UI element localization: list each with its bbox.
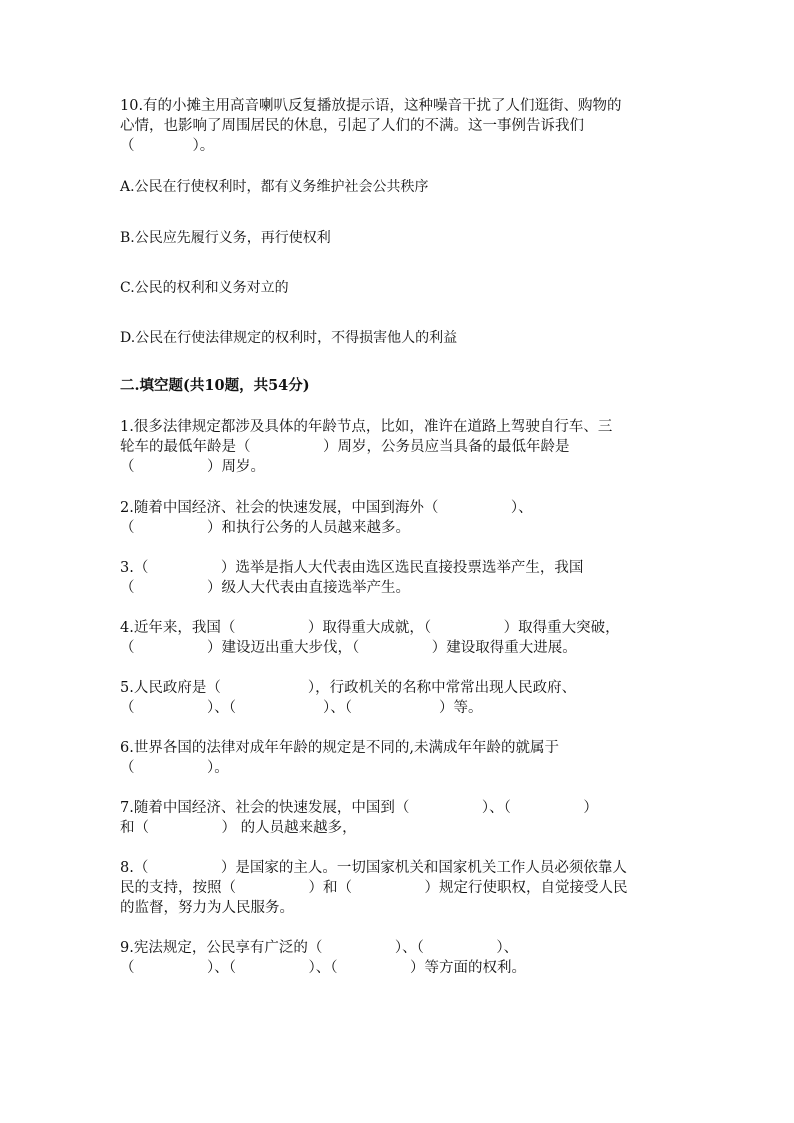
question-10 [120,96,680,156]
fill-question-7 [120,798,680,838]
fill-question-9 [120,938,680,978]
fill-question-8-line-1: 8.（ ）是国家的主人。一切国家机关和国家机关工作人员必须依靠人 [120,860,627,876]
fill-question-3 [120,558,680,598]
fill-question-6 [120,738,680,778]
fill-question-7-line-2: 和（ ） 的人员越来越多， [120,820,357,836]
question-10-line-3: （ ）。 [120,138,215,154]
fill-question-5 [120,678,680,718]
fill-question-8-line-3: 的监督，努力为人民服务。 [120,900,294,916]
fill-question-6-line-1: 6.世界各国的法律对成年年龄的规定是不同的,未满成年年龄的就属于 [120,740,559,756]
fill-question-4 [120,618,680,658]
fill-question-8 [120,858,680,918]
fill-question-5-line-2: （ ）、（ ）、（ ）等。 [120,700,483,716]
fill-question-4-line-1: 4.近年来，我国（ ）取得重大成就，（ ）取得重大突破， [120,620,620,636]
fill-question-1-line-1: 1.很多法律规定都涉及具体的年龄节点，比如，准许在道路上驾驶自行车、三 [120,419,613,435]
fill-question-5-line-1: 5.人民政府是（ ），行政机关的名称中常常出现人民政府、 [120,680,577,696]
option-a: A.公民在行使权利时，都有义务维护社会公共秩序 [120,179,429,195]
fill-question-2 [120,498,680,538]
fill-question-6-line-2: （ ）。 [120,760,229,776]
section-title: 二.填空题(共10题，共54分) [120,377,310,394]
fill-question-3-line-1: 3.（ ）选举是指人大代表由选区选民直接投票选举产生，我国 [120,560,584,576]
question-10-line-1: 10.有的小摊主用高音喇叭反复播放提示语，这种噪音干扰了人们逛街、购物的 [120,98,622,114]
fill-question-1-line-3: （ ）周岁。 [120,459,265,475]
fill-question-9-line-1: 9.宪法规定，公民享有广泛的（ ）、（ ）、 [120,940,519,956]
fill-question-8-line-2: 民的支持，按照（ ）和（ ）规定行使职权，自觉接受人民 [120,880,628,896]
fill-question-4-line-2: （ ）建设迈出重大步伐，（ ）建设取得重大进展。 [120,640,577,656]
option-c: C.公民的权利和义务对立的 [120,280,289,296]
fill-question-9-line-2: （ ）、（ ）、（ ）等方面的权利。 [120,960,526,976]
fill-question-1 [120,417,680,477]
fill-question-3-line-2: （ ）级人大代表由直接选举产生。 [120,580,410,596]
option-d: D.公民在行使法律规定的权利时，不得损害他人的利益 [120,330,458,346]
fill-question-1-line-2: 轮车的最低年龄是（ ）周岁，公务员应当具备的最低年龄是 [120,439,570,455]
fill-question-7-line-1: 7.随着中国经济、社会的快速发展，中国到（ ）、（ ） [120,800,598,816]
question-10-line-2: 心情，也影响了周围居民的休息，引起了人们的不满。这一事例告诉我们 [120,118,584,134]
fill-question-2-line-1: 2.随着中国经济、社会的快速发展，中国到海外（ ）、 [120,500,533,516]
option-b: B.公民应先履行义务，再行使权利 [120,230,331,246]
fill-question-2-line-2: （ ）和执行公务的人员越来越多。 [120,520,410,536]
